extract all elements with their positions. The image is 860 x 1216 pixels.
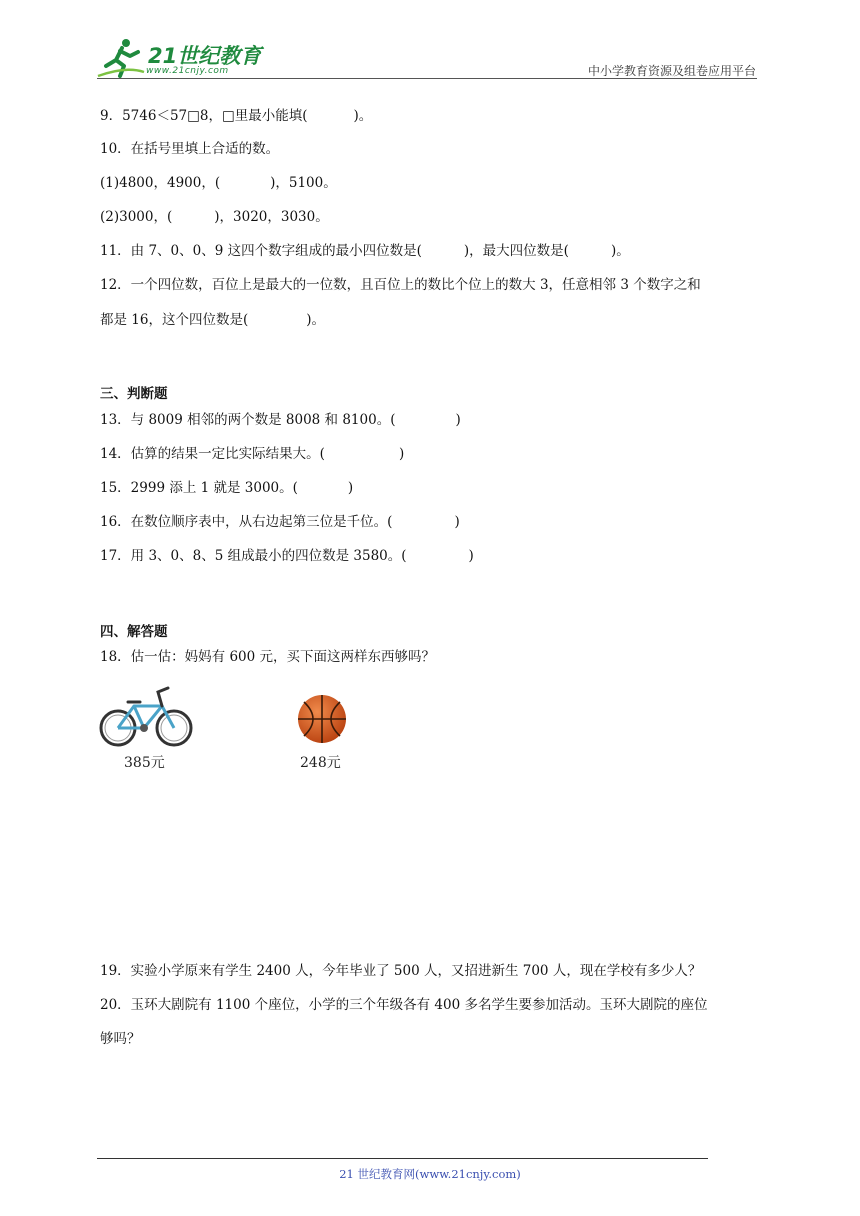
page-header xyxy=(0,0,860,80)
logo-url: www.21cnjy.com xyxy=(146,66,229,76)
question-12-line1: 12．一个四位数，百位上是最大的一位数，且百位上的数比个位上的数大 3，任意相邻 3 个数字之和 xyxy=(100,277,701,293)
section-title-judgement: 三、判断题 xyxy=(100,386,168,402)
bicycle-price: 385元 xyxy=(124,755,165,771)
question-12-line2: 都是 16，这个四位数是( )。 xyxy=(100,312,326,328)
question-18: 18．估一估：妈妈有 600 元，买下面这两样东西够吗？ xyxy=(100,649,436,665)
question-9: 9．5746＜57□8，□里最小能填( )。 xyxy=(100,108,373,124)
question-19: 19．实验小学原来有学生 2400 人，今年毕业了 500 人，又招进新生 700 人，现在学校有多少人？ xyxy=(100,963,702,979)
logo-text: 21世纪教育 xyxy=(148,44,262,68)
header-divider xyxy=(97,78,757,79)
platform-label: 中小学教育资源及组卷应用平台 xyxy=(587,64,756,78)
footer-link[interactable]: 21 世纪教育网(www.21cnjy.com) xyxy=(339,1167,521,1181)
question-15: 15．2999 添上 1 就是 3000。( ) xyxy=(100,480,354,496)
question-20-line2: 够吗？ xyxy=(100,1031,141,1047)
question-10-2: (2)3000，( )，3020，3030。 xyxy=(100,209,329,225)
question-10-1: (1)4800，4900，( )，5100。 xyxy=(100,175,337,191)
question-14: 14．估算的结果一定比实际结果大。( ) xyxy=(100,446,405,462)
bicycle-icon xyxy=(98,684,194,748)
section-title-answers: 四、解答题 xyxy=(100,624,168,640)
question-20-line1: 20．玉环大剧院有 1100 个座位，小学的三个年级各有 400 多名学生要参加活动。玉环大剧院的座位 xyxy=(100,997,708,1013)
footer-divider xyxy=(97,1158,708,1159)
question-10: 10．在括号里填上合适的数。 xyxy=(100,141,280,157)
basketball-price: 248元 xyxy=(300,755,341,771)
question-11: 11．由 7、0、0、9 这四个数字组成的最小四位数是( )，最大四位数是( )。 xyxy=(100,243,630,259)
basketball-icon xyxy=(296,693,348,745)
question-16: 16．在数位顺序表中，从右边起第三位是千位。( ) xyxy=(100,514,460,530)
question-17: 17．用 3、0、8、5 组成最小的四位数是 3580。( ) xyxy=(100,548,474,564)
question-13: 13．与 8009 相邻的两个数是 8008 和 8100。( ) xyxy=(100,412,461,428)
